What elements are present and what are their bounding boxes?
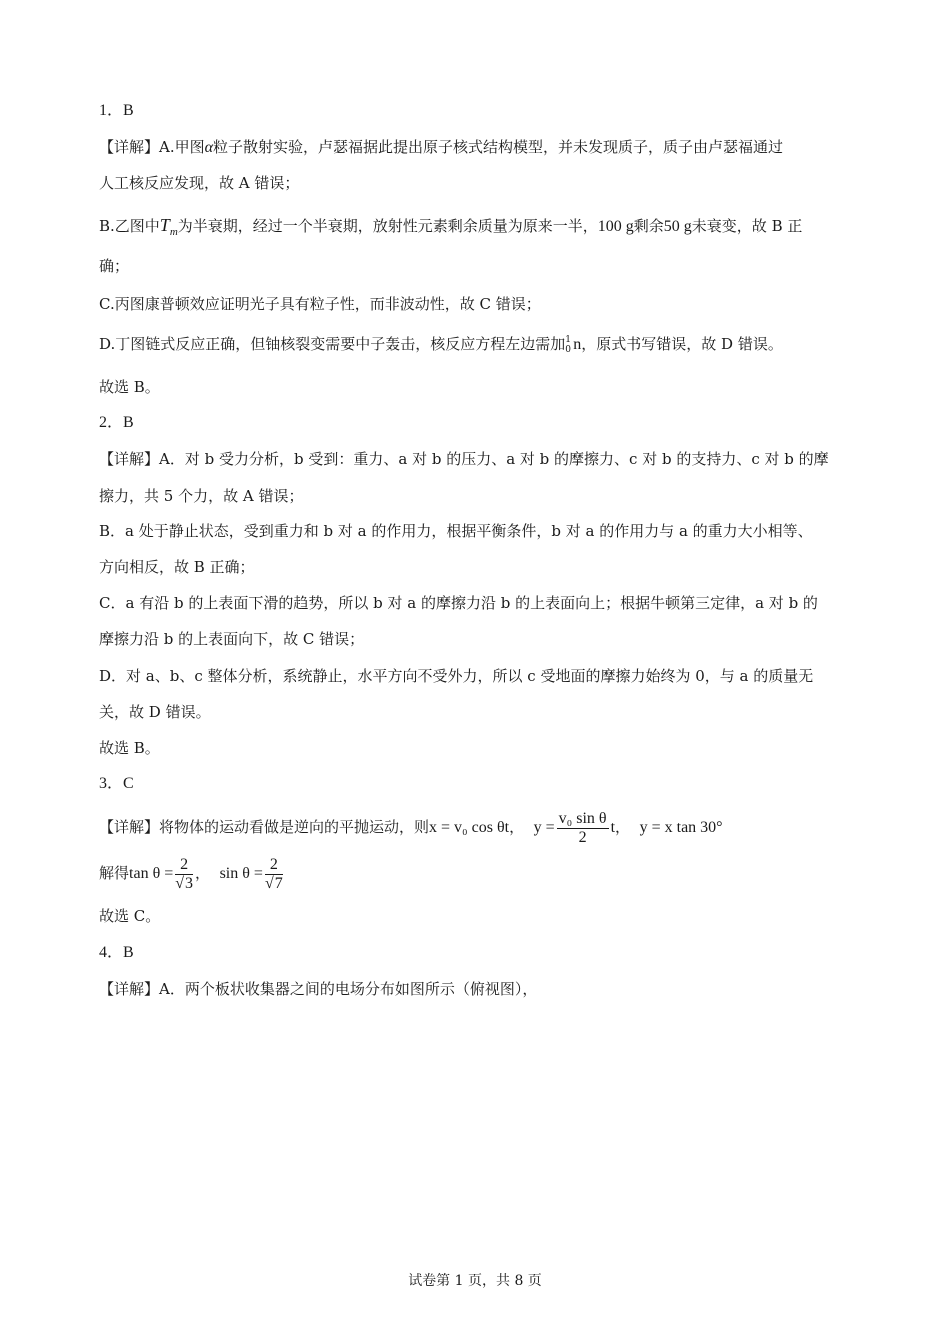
eq-tan30: y = x tan 30° (639, 819, 723, 836)
q2-option-b-line1: B．a 处于静止状态，受到重力和 b 对 a 的作用力，根据平衡条件，b 对 a 的作用力与 a 的重力大小相等、 (99, 522, 813, 540)
q2-option-c-line2: 摩擦力沿 b 的上表面向下，故 C 错误； (99, 630, 365, 648)
q3-header: 3．C (99, 775, 134, 792)
sin-fraction: $\frac{2}{√7}$ (264, 855, 283, 892)
q4-option-a: 【详解】A．两个板状收集器之间的电场分布如图所示（俯视图）， (99, 980, 538, 998)
q4-header: 4．B (99, 944, 134, 961)
q1-option-d: D.丁图链式反应正确，但铀核裂变需要中子轰击，核反应方程左边需加 1 0 n，原式书写错误，故 D 错误。 (99, 335, 783, 355)
q3-equations: 【详解】将物体的运动看做是逆向的平抛运动，则x = v₀ cos θt， y = $\frac{\text{v₀ sin θ}}{2}$ t， y = x tan 30° (99, 809, 723, 846)
q1-option-a-line1: 【详解】A.甲图α粒子散射实验，卢瑟福据此提出原子核式结构模型，并未发现质子，质子由卢瑟福通过 (99, 138, 784, 156)
q2-option-a-line2: 擦力，共 5 个力，故 A 错误； (99, 487, 304, 505)
eq-x: x = v₀ cos θt (429, 819, 510, 836)
q3-solution: 解得tan θ = $\frac{2}{√3}$ ， sin θ = $\frac{2}{√7}$ (99, 855, 283, 892)
tan-fraction: $\frac{2}{√3}$ (175, 855, 194, 892)
q3-conclusion: 故选 C。 (99, 907, 161, 925)
q2-option-c-line1: C．a 有沿 b 的上表面下滑的趋势，所以 b 对 a 的摩擦力沿 b 的上表面向上；根据牛顿第三定律，a 对 b 的 (99, 594, 818, 612)
q2-option-d-line2: 关，故 D 错误。 (99, 703, 211, 721)
q1-option-c: C.丙图康普顿效应证明光子具有粒子性，而非波动性，故 C 错误； (99, 295, 541, 313)
q1-option-b-line2: 确； (99, 257, 130, 275)
q1-option-a-line2: 人工核反应发现，故 A 错误； (99, 174, 300, 192)
q2-header: 2．B (99, 414, 134, 431)
q2-option-d-line1: D．对 a、b、c 整体分析，系统静止，水平方向不受外力，所以 c 受地面的摩擦力始终为 0，与 a 的质量无 (99, 667, 814, 685)
detail-tag: 【详解】 (99, 138, 160, 156)
page-footer: 试卷第 1 页，共 8 页 (408, 1273, 542, 1289)
q1-conclusion: 故选 B。 (99, 378, 160, 396)
q1-option-b-line1: B.乙图中$T_m$为半衰期，经过一个半衰期，放射性元素剩余质量为原来一半，100 g剩余50 g未衰变，故 B 正 (99, 215, 803, 238)
neutron-symbol: 1 0 (565, 335, 571, 355)
eq-y-fraction: $\frac{\text{v₀ sin θ}}{2}$ (558, 809, 607, 846)
q2-conclusion: 故选 B。 (99, 739, 160, 757)
q2-option-a-line1: 【详解】A．对 b 受力分析，b 受到：重力、a 对 b 的压力、a 对 b 的摩擦力、c 对 b 的支持力、c 对 b 的摩 (99, 450, 829, 468)
q2-option-b-line2: 方向相反，故 B 正确； (99, 558, 255, 576)
q1-header: 1．B (99, 102, 134, 119)
